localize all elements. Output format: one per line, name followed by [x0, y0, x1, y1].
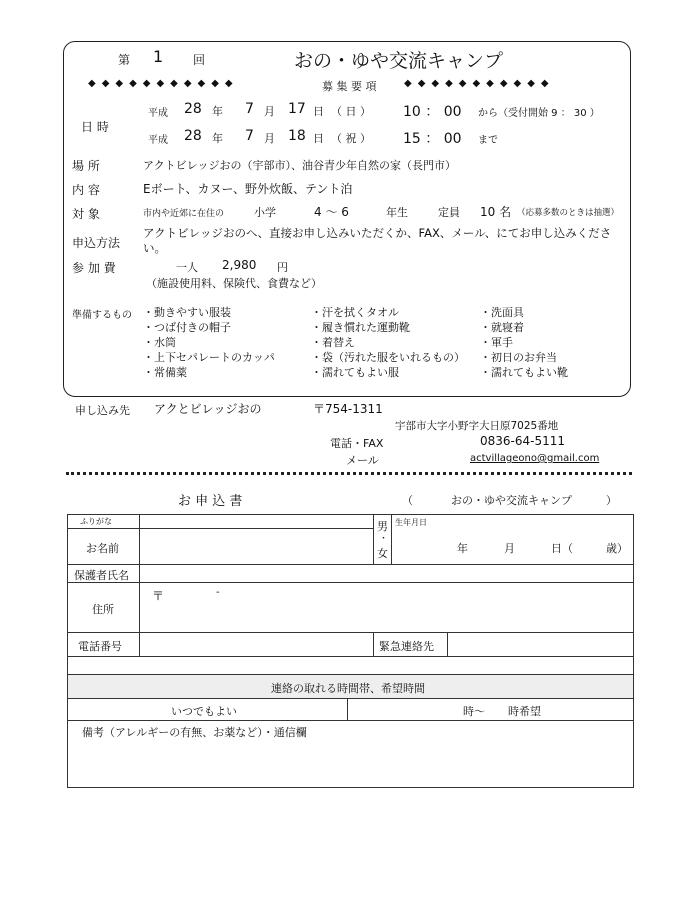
form-event-close: ）: [606, 494, 617, 507]
contact-address: 宇部市大字小野字大日原7025番地: [395, 420, 559, 432]
fee-note: （施設使用料、保険代、食費など）: [146, 277, 322, 290]
furigana-input[interactable]: [140, 515, 374, 529]
contact-zip: 〒754-1311: [313, 402, 383, 416]
list-item: ・袋（汚れた服をいれるもの）: [311, 351, 465, 364]
sex-cell[interactable]: [374, 515, 392, 565]
contact-mail-label: メール: [346, 454, 379, 467]
fee-yen: 円: [277, 261, 288, 274]
list-item: ・初日のお弁当: [480, 351, 557, 364]
session-number: 1: [153, 47, 164, 66]
guardian-label-cell: [68, 565, 140, 583]
age-unit: 歳）: [606, 542, 628, 555]
list-item: ・汗を拭くタオル: [311, 306, 399, 319]
target-nensei: 年生: [386, 206, 408, 219]
phone-input[interactable]: [140, 633, 374, 657]
kai-label: 回: [193, 53, 206, 67]
list-item: ・水筒: [143, 336, 176, 349]
time-pref-label: 時希望: [508, 705, 541, 718]
contact-org: アクとビレッジおの: [154, 402, 262, 416]
apply-value-line2: い。: [143, 241, 166, 255]
target-grade: 小学: [254, 206, 276, 219]
content-label: 内 容: [72, 183, 100, 197]
capacity-value: 10 名: [480, 205, 512, 219]
name-input[interactable]: [140, 529, 374, 565]
contact-time-header: [68, 675, 634, 699]
zip-mark: 〒: [152, 589, 165, 603]
emergency-input[interactable]: [448, 633, 634, 657]
page-title: おの・ゆや交流キャンプ: [294, 50, 504, 72]
contact-time-label: 連絡の取れる時間帯、希望時間: [271, 682, 425, 695]
contact-tel: 0836-64-5111: [480, 434, 566, 448]
list-item: ・動きやすい服装: [143, 306, 231, 319]
birth-day-unit: 日（: [551, 542, 573, 555]
fee-amount: 2,980: [222, 258, 257, 272]
form-event-name: おの・ゆや交流キャンプ: [451, 494, 572, 507]
cut-line: [66, 472, 632, 475]
list-item: ・洗面具: [480, 306, 524, 319]
list-item: ・履き慣れた運動靴: [311, 321, 410, 334]
sex-female: 女: [377, 547, 388, 560]
furigana-label-cell: [68, 515, 140, 529]
list-item: ・濡れてもよい靴: [480, 366, 568, 379]
address-input[interactable]: [140, 583, 634, 633]
contact-tel-label: 電話・FAX: [330, 437, 384, 450]
form-event-open: （: [402, 494, 413, 507]
list-item: ・つば付きの帽子: [143, 321, 231, 334]
spacer-row: [68, 657, 634, 675]
contact-label: 申し込み先: [75, 404, 130, 417]
birth-month-unit: 月: [504, 542, 515, 555]
time-from-label: 時～: [463, 705, 485, 718]
schedule-label: 日 時: [81, 120, 109, 134]
target-area: 市内や近郊に在住の: [143, 209, 225, 219]
target-label: 対 象: [72, 207, 100, 221]
phone-label-cell: [68, 633, 140, 657]
content-value: Eボート、カヌー、野外炊飯、テント泊: [143, 182, 353, 196]
diamond-divider-left: ◆◆◆◆◆◆◆◆◆◆◆: [88, 78, 239, 89]
contact-mail-link[interactable]: actvillageono@gmail.com: [470, 453, 600, 464]
emergency-label-cell: [374, 633, 448, 657]
phone-label: 電話番号: [78, 640, 122, 653]
sex-dot: ・: [379, 534, 389, 544]
guardian-label: 保護者氏名: [74, 569, 129, 582]
name-label-cell: [68, 529, 140, 565]
capacity-label: 定員: [438, 206, 460, 219]
dai-label: 第: [118, 53, 131, 67]
apply-label: 申込方法: [72, 236, 121, 250]
diamond-divider-right: ◆◆◆◆◆◆◆◆◆◆◆: [404, 78, 555, 89]
apply-value-line1: アクトビレッジおのへ、直接お申し込みいただくか、FAX、メール、にてお申し込みくださ: [143, 226, 612, 240]
furigana-label: ふりがな: [80, 517, 112, 526]
list-item: ・就寝着: [480, 321, 524, 334]
fee-per: 一人: [176, 261, 198, 274]
list-item: ・軍手: [480, 336, 513, 349]
sex-male: 男: [377, 520, 388, 533]
remarks-label: 備考（アレルギーの有無、お薬など）・通信欄: [82, 726, 307, 739]
birth-year-unit: 年: [457, 542, 468, 555]
items-label: 準備するもの: [72, 310, 132, 321]
form-title: お 申 込 書: [178, 494, 243, 509]
target-range: 4 ～ 6: [314, 205, 349, 219]
birthdate-cell[interactable]: [392, 515, 634, 565]
list-item: ・濡れてもよい服: [311, 366, 399, 379]
anytime-option[interactable]: [68, 699, 348, 721]
list-item: ・着替え: [311, 336, 355, 349]
preferred-time-input[interactable]: [348, 699, 634, 721]
boshu-heading: 募 集 要 項: [322, 80, 377, 93]
place-value: アクトビレッジおの（宇部市）、油谷青少年自然の家（長門市）: [143, 159, 457, 172]
address-label: 住所: [92, 603, 114, 616]
list-item: ・上下セパレートのカッパ: [143, 351, 275, 364]
capacity-note: （応募多数のときは抽選）: [517, 208, 620, 218]
application-form: [67, 514, 634, 788]
address-label-cell: [68, 583, 140, 633]
list-item: ・常備薬: [143, 366, 187, 379]
fee-label: 参 加 費: [72, 261, 116, 275]
name-label: お名前: [86, 542, 119, 555]
anytime-label: いつでもよい: [171, 705, 237, 718]
emergency-label: 緊急連絡先: [379, 640, 434, 653]
remarks-textarea[interactable]: [68, 721, 634, 788]
zip-dash: -: [216, 587, 220, 598]
place-label: 場 所: [72, 159, 100, 173]
guardian-input[interactable]: [140, 565, 634, 583]
birthdate-label: 生年月日: [395, 518, 427, 527]
